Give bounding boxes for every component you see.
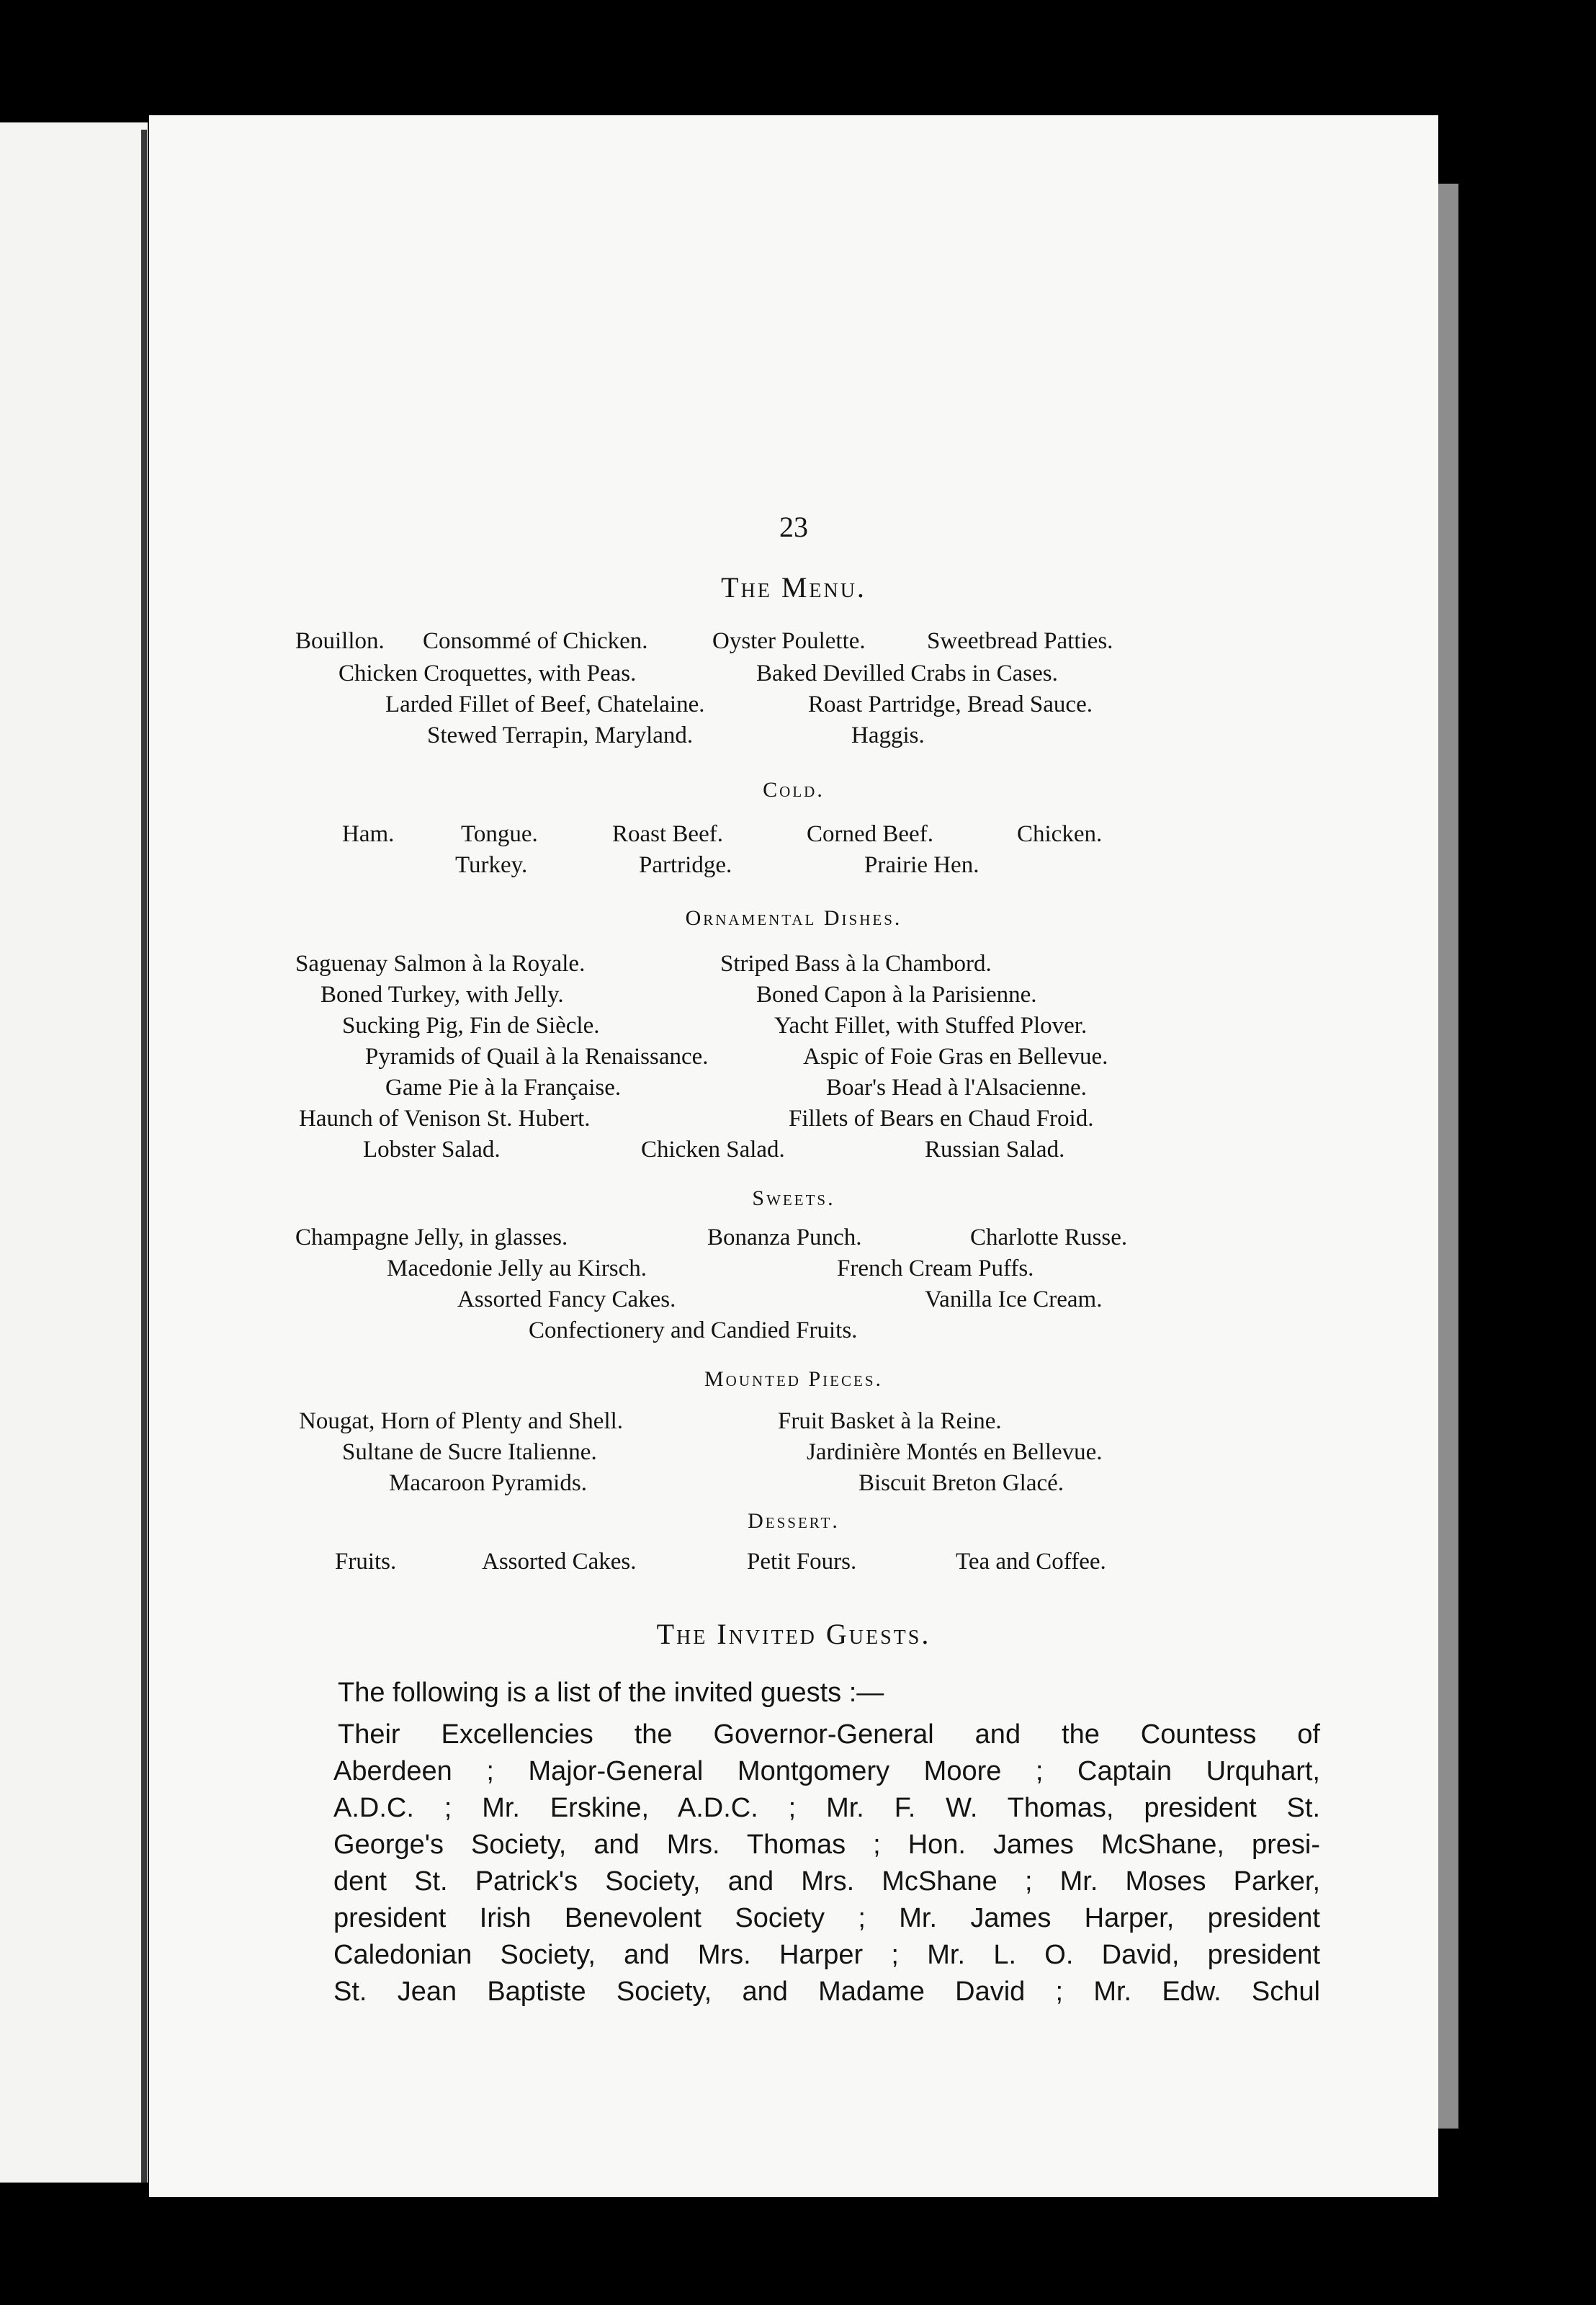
menu-item: Corned Beef. [807,821,933,847]
sweets-heading: Sweets. [752,1186,835,1210]
menu-item: Consommé of Chicken. [423,628,648,654]
menu-item: Turkey. [455,852,528,878]
menu-item: Confectionery and Candied Fruits. [529,1317,858,1343]
menu-item: Champagne Jelly, in glasses. [295,1225,568,1250]
guests-line: St. Jean Baptiste Society, and Madame David ; Mr. Edw. Schul [333,1977,1320,2007]
menu-item: Baked Devilled Crabs in Cases. [756,661,1058,686]
cold-heading: Cold. [763,778,825,802]
menu-item: Sultane de Sucre Italienne. [342,1439,597,1465]
menu-item: Boned Turkey, with Jelly. [320,982,564,1008]
menu-item: Fruit Basket à la Reine. [778,1408,1002,1434]
menu-item: Biscuit Breton Glacé. [858,1470,1064,1496]
intro-text: The following is a list of the invited guests :— [338,1678,884,1708]
menu-item: Larded Fillet of Beef, Chatelaine. [385,692,705,717]
menu-item: Stewed Terrapin, Maryland. [427,722,694,748]
menu-item: Chicken. [1017,821,1103,847]
menu-item: Tea and Coffee. [956,1549,1106,1575]
menu-title: The Menu. [721,571,866,604]
menu-item: Macedonie Jelly au Kirsch. [387,1256,647,1281]
menu-item: Boned Capon à la Parisienne. [756,982,1037,1008]
guests-line: Their Excellencies the Governor-General and the Countess of [338,1719,1320,1750]
menu-item: Prairie Hen. [864,852,979,878]
page-gutter [141,130,147,2183]
menu-item: Charlotte Russe. [970,1225,1128,1250]
page-number: 23 [779,511,808,543]
menu-item: Assorted Fancy Cakes. [457,1286,676,1312]
menu-item: French Cream Puffs. [837,1256,1034,1281]
menu-item: Game Pie à la Française. [385,1075,622,1101]
menu-item: Nougat, Horn of Plenty and Shell. [299,1408,624,1434]
menu-item: Bonanza Punch. [707,1225,862,1250]
menu-item: Partridge. [639,852,732,878]
menu-item: Pyramids of Quail à la Renaissance. [365,1044,709,1070]
guests-line: Caledonian Society, and Mrs. Harper ; Mr. L. O. David, president [333,1940,1320,1970]
menu-item: Jardinière Montés en Bellevue. [807,1439,1103,1465]
menu-item: Oyster Poulette. [712,628,866,654]
menu-item: Striped Bass à la Chambord. [720,951,992,977]
menu-item: Haunch of Venison St. Hubert. [299,1106,591,1132]
menu-item: Tongue. [461,821,538,847]
facing-page-edge [0,122,148,2183]
menu-item: Aspic of Foie Gras en Bellevue. [803,1044,1108,1070]
guests-line: president Irish Benevolent Society ; Mr. James Harper, president [333,1903,1320,1933]
page-stack-edge [1437,184,1458,2129]
menu-item: Roast Partridge, Bread Sauce. [808,692,1093,717]
menu-item: Sweetbread Patties. [927,628,1113,654]
menu-item: Petit Fours. [747,1549,857,1575]
guests-list [333,1717,1320,2010]
mounted-heading: Mounted Pieces. [704,1367,883,1391]
menu-item: Fruits. [335,1549,397,1575]
menu-item: Chicken Salad. [641,1137,785,1163]
menu-item: Assorted Cakes. [482,1549,637,1575]
document-page [149,115,1438,2197]
menu-item: Boar's Head à l'Alsacienne. [826,1075,1087,1101]
ornamental-heading: Ornamental Dishes. [685,906,902,930]
guests-line: A.D.C. ; Mr. Erskine, A.D.C. ; Mr. F. W. Thomas, president St. [333,1793,1320,1823]
menu-item: Bouillon. [295,628,385,654]
menu-item: Lobster Salad. [363,1137,501,1163]
guests-intro [333,1675,1320,1711]
menu-item: Yacht Fillet, with Stuffed Plover. [774,1013,1088,1039]
guests-line: George's Society, and Mrs. Thomas ; Hon. James McShane, presi- [333,1830,1320,1860]
guests-line: Aberdeen ; Major-General Montgomery Moore ; Captain Urquhart, [333,1756,1320,1786]
guests-line: dent St. Patrick's Society, and Mrs. McShane ; Mr. Moses Parker, [333,1866,1320,1897]
guests-title: The Invited Guests. [656,1618,931,1650]
menu-item: Roast Beef. [612,821,723,847]
menu-item: Russian Salad. [925,1137,1065,1163]
menu-item: Ham. [342,821,395,847]
menu-item: Saguenay Salmon à la Royale. [295,951,586,977]
menu-item: Haggis. [851,722,925,748]
menu-item: Vanilla Ice Cream. [925,1286,1103,1312]
menu-item: Chicken Croquettes, with Peas. [339,661,637,686]
menu-item: Fillets of Bears en Chaud Froid. [789,1106,1094,1132]
menu-item: Macaroon Pyramids. [389,1470,587,1496]
menu-item: Sucking Pig, Fin de Siècle. [342,1013,600,1039]
dessert-heading: Dessert. [748,1509,840,1533]
